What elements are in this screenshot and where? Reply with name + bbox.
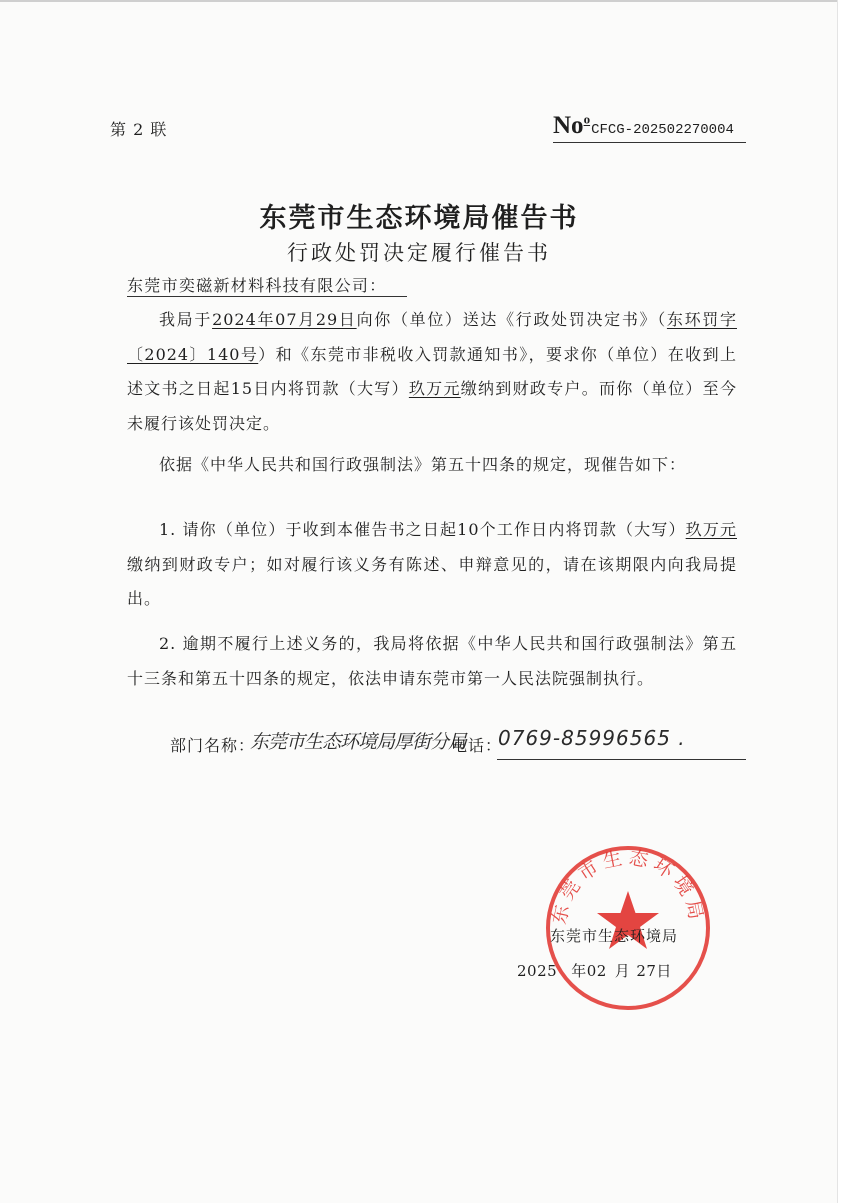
p1-reference: 东环罚字〔2024〕140号: [127, 310, 737, 364]
paragraph-item-2: 2. 逾期不履行上述义务的，我局将依据《中华人民共和国行政强制法》第五十三条和第五十四条的规定，依法申请东莞市第一人民法院强制执行。: [127, 634, 737, 688]
p1-amount: 玖万元: [408, 379, 461, 399]
paragraph-legal-basis: 依据《中华人民共和国行政强制法》第五十四条的规定，现催告如下：: [159, 455, 687, 474]
p1-text-3: ）和《东莞市非税收入罚款通知书》，要求你（单位）在收到上述文书之日起15日内将罚款（大写）: [127, 344, 737, 399]
tel-label: 电话：: [451, 736, 503, 755]
dept-handwritten: 东莞市生态环境局厚街分局: [250, 731, 467, 753]
svg-text:东莞市生态环境局: 东莞市生态环境局: [548, 846, 708, 927]
scan-right-margin: [837, 0, 851, 1203]
addressee: 东莞市奕磁新材料科技有限公司：: [127, 276, 387, 295]
issue-date: [517, 960, 672, 981]
document-subtitle: 行政处罚决定履行催告书: [287, 241, 551, 265]
serial-value: CFCG-202502270004: [591, 122, 734, 139]
p1-date: 2024年07月29日: [212, 310, 357, 329]
date-day: 27: [636, 962, 657, 980]
dept-label: 部门名称：: [170, 736, 256, 755]
paragraph-notice: [127, 303, 737, 442]
date-year: 2025: [517, 962, 558, 980]
p3-amount: 玖万元: [685, 520, 737, 539]
paragraph-item-1: [127, 513, 737, 617]
p1-text-4: 缴纳到财政专户。而你（单位）至今未履行该处罚决定。: [127, 379, 737, 434]
serial-underline: [553, 142, 746, 143]
copy-label: 第 2 联: [110, 120, 168, 139]
tel-handwritten: 0769-85996565 .: [498, 726, 686, 750]
date-month-unit: 月: [614, 962, 631, 980]
p1-text-2: 向你（单位）送达《行政处罚决定书》（: [356, 310, 667, 329]
contact-line: [170, 726, 686, 756]
scan-top-edge: [0, 0, 851, 2]
date-month: 02: [586, 962, 607, 980]
serial-number: [553, 112, 734, 140]
p1-text-1: 我局于: [159, 310, 213, 329]
document-title: 东莞市生态环境局催告书: [259, 203, 579, 234]
p3-text-1: 1. 请你（单位）于收到本催告书之日起10个工作日内将罚款（大写）: [159, 520, 686, 539]
issuer-name: 东莞市生态环境局: [550, 927, 679, 945]
addressee-underline: [127, 296, 407, 297]
tel-underline: [497, 759, 746, 760]
serial-prefix: No$^o$: [553, 112, 591, 140]
date-day-unit: 日: [656, 962, 672, 980]
date-year-unit: 年: [571, 962, 587, 980]
p3-text-2: 缴纳到财政专户；如对履行该义务有陈述、申辩意见的，请在该期限内向我局提出。: [127, 554, 737, 609]
